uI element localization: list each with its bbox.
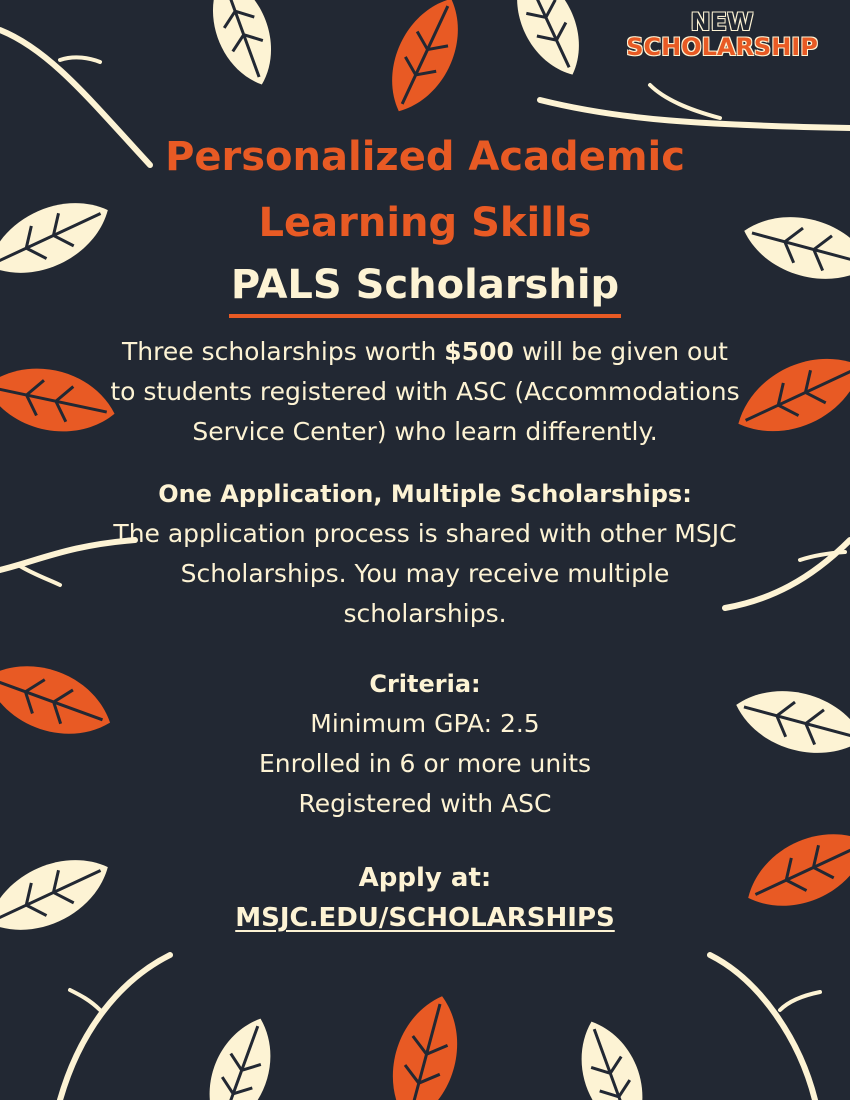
poster-content [110, 124, 740, 938]
leaf-orange-left-lower [0, 649, 120, 751]
scholarship-name: PALS Scholarship [229, 258, 621, 318]
leaf-orange-left [0, 357, 121, 443]
title-line-2: Learning Skills [258, 200, 592, 246]
new-scholarship-badge [602, 10, 842, 60]
leaf-orange-bottom [379, 988, 471, 1100]
multiple-scholarships-text: The application process is shared with other MSJC Scholarships. You may receive multiple scholarships. [113, 519, 737, 628]
leaf-cream-right-lower [729, 677, 850, 766]
criteria-item: Registered with ASC [298, 789, 552, 818]
intro-text-before: Three scholarships worth [122, 337, 445, 366]
leaf-cream-bottom-left [194, 1009, 286, 1100]
leaf-cream-left-upper [0, 184, 120, 291]
intro-paragraph [110, 332, 740, 452]
award-amount: $500 [444, 337, 514, 366]
leaf-orange-top [374, 0, 475, 123]
criteria-heading: Criteria: [369, 670, 481, 698]
leaf-orange-right [726, 339, 850, 451]
branch-mid-right [725, 540, 850, 608]
apply-heading: Apply at: [358, 863, 492, 893]
badge-line-scholarship: SCHOLARSHIP [626, 33, 818, 62]
scholarships-link[interactable]: MSJC.EDU/SCHOLARSHIPS [235, 903, 615, 933]
branch-bottom-right [710, 955, 815, 1100]
leaf-orange-right-low [736, 815, 850, 925]
branch-bottom-left [60, 955, 170, 1100]
leaf-cream-top-left [198, 0, 286, 93]
multiple-scholarships-heading: One Application, Multiple Scholarships: [158, 480, 692, 508]
criteria-item: Enrolled in 6 or more units [258, 749, 592, 778]
leaf-cream-left-low [0, 841, 120, 948]
criteria-item: Minimum GPA: 2.5 [310, 709, 540, 738]
title-line-1: Personalized Academic [165, 134, 685, 180]
leaf-cream-right-upper [737, 203, 850, 292]
badge-line-new: NEW [690, 8, 754, 36]
leaf-cream-bottom-right [566, 1012, 658, 1100]
page-title [110, 124, 740, 256]
intro-text-after: will be given out to students registered with ASC (Accommodations Service Center) who learn differently. [110, 337, 740, 446]
leaf-cream-top-right [500, 0, 595, 85]
